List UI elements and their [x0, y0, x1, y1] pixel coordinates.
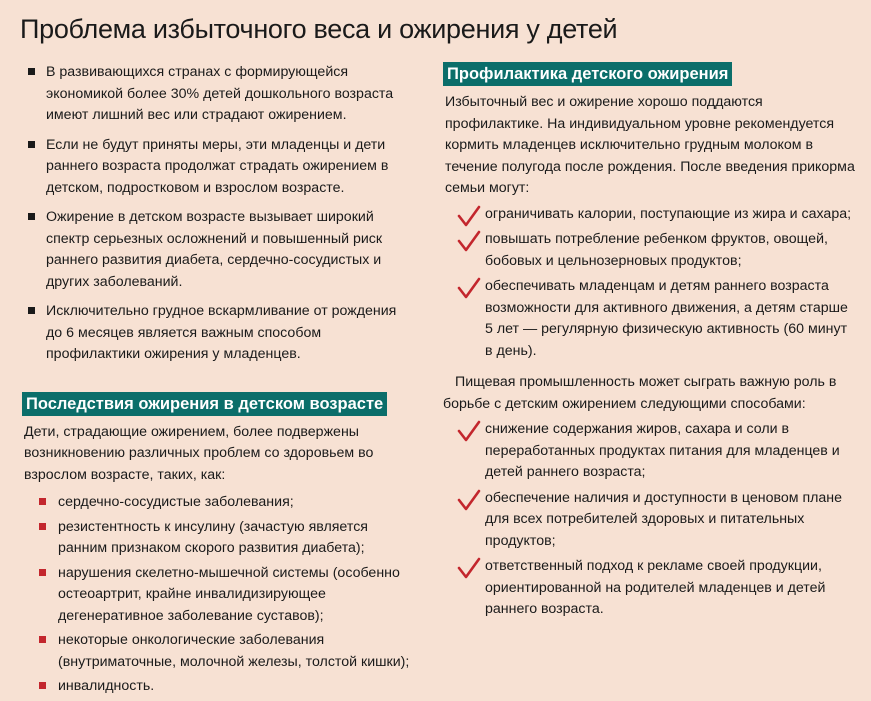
checkmark-icon	[457, 489, 481, 511]
square-bullet-icon	[39, 569, 46, 576]
list-item: повышать потребление ребенком фруктов, овощей, бобовых и цельнозерновых продуктов;	[443, 229, 858, 272]
list-item: резистентность к инсулину (зачастую является ранним признаком скорого развития диабета);	[22, 517, 412, 560]
list-item: ограничивать калории, поступающие из жира и сахара;	[443, 204, 858, 226]
page-title: Проблема избыточного веса и ожирения у детей	[20, 14, 618, 44]
square-bullet-icon	[39, 636, 46, 643]
list-item: нарушения скелетно-мышечной системы (особенно остеоартрит, крайне инвалидизирующее дегенеративное заболевание суставов);	[22, 563, 412, 628]
list-item: некоторые онкологические заболевания (внутриматочные, молочной железы, толстой кишки);	[22, 630, 412, 673]
square-bullet-icon	[39, 682, 46, 689]
industry-intro: Пищевая промышленность может сыграть важную роль в борьбе с детским ожирением следующими способами:	[443, 374, 837, 412]
consequences-header: Последствия ожирения в детском возрасте	[22, 392, 387, 416]
prevention-intro: Избыточный вес и ожирение хорошо поддаются профилактике. На индивидуальном уровне рекомендуется кормить младенцев исключительно грудным молоком в течение полугода после рождения. После введения прикорма семьи могут:	[445, 94, 855, 196]
checkmark-icon	[457, 277, 481, 299]
square-bullet-icon	[39, 498, 46, 505]
consequences-intro: Дети, страдающие ожирением, более подвержены возникновению различных проблем со здоровьем во взрослом возрасте, таких, как:	[24, 423, 374, 483]
list-item: обеспечивать младенцам и детям раннего возраста возможности для активного движения, а детям старше 5 лет — регулярную физическую активность (60 минут в день).	[443, 276, 858, 362]
checkmark-icon	[457, 230, 481, 252]
list-item: инвалидность.	[22, 676, 412, 698]
family-actions-list	[443, 204, 858, 363]
industry-actions-list	[443, 419, 858, 621]
list-item: Ожирение в детском возрасте вызывает широкий спектр серьезных осложнений и повышенный риск раннего развития диабета, сердечно-сосудистых и других заболеваний.	[22, 207, 412, 293]
square-bullet-icon	[28, 307, 35, 314]
list-item: сердечно-сосудистые заболевания;	[22, 492, 412, 514]
list-item: обеспечение наличия и доступности в ценовом плане для всех потребителей здоровых и питательных продуктов;	[443, 488, 858, 553]
list-item: снижение содержания жиров, сахара и соли в переработанных продуктах питания для младенцев и детей раннего возраста;	[443, 419, 858, 484]
square-bullet-icon	[28, 213, 35, 220]
checkmark-icon	[457, 205, 481, 227]
square-bullet-icon	[28, 68, 35, 75]
list-item: ответственный подход к рекламе своей продукции, ориентированной на родителей младенцев и детей раннего возраста.	[443, 556, 858, 621]
left-column	[22, 62, 412, 701]
list-item: В развивающихся странах с формирующейся экономикой более 30% детей дошкольного возраста имеют лишний вес или страдают ожирением.	[22, 62, 412, 127]
prevention-header: Профилактика детского ожирения	[443, 62, 732, 86]
list-item: Исключительно грудное вскармливание от рождения до 6 месяцев является важным способом профилактики ожирения у младенцев.	[22, 301, 412, 366]
checkmark-icon	[457, 420, 481, 442]
right-column	[443, 62, 858, 625]
list-item: Если не будут приняты меры, эти младенцы и дети раннего возраста продолжат страдать ожирением в детском, подростковом и взрослом возрасте.	[22, 135, 412, 200]
consequences-list	[22, 492, 412, 698]
square-bullet-icon	[39, 523, 46, 530]
square-bullet-icon	[28, 141, 35, 148]
checkmark-icon	[457, 557, 481, 579]
key-facts-list	[22, 62, 412, 366]
